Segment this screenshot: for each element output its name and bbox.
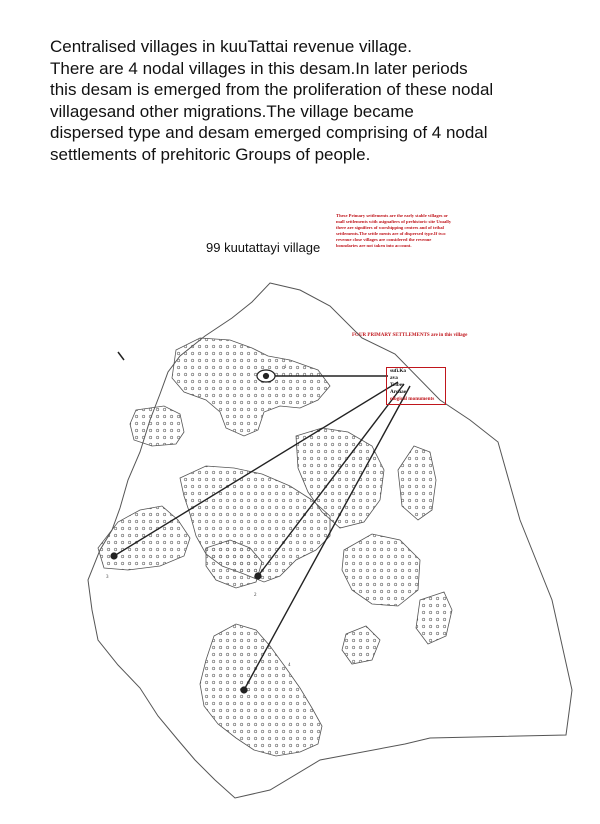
cluster-7 xyxy=(342,534,420,606)
legend xyxy=(390,368,434,403)
settlement-3-marker xyxy=(111,553,117,559)
legend-item: ological monuments xyxy=(390,396,435,402)
cluster-1 xyxy=(172,338,330,436)
description-line: settlements of prehitoric Groups of people. xyxy=(50,144,371,164)
cluster-10 xyxy=(342,626,380,664)
legend-item: Archae xyxy=(390,389,407,395)
note-line: These Primary settlements are the early stable villages or xyxy=(336,213,448,218)
cluster-8 xyxy=(398,446,436,520)
settlement-number-2: 2 xyxy=(254,593,257,598)
cluster-11 xyxy=(200,624,322,756)
boundary-tick xyxy=(118,352,124,360)
note-line: mall settlements with asignafiers of prehistoric site Usually xyxy=(336,219,452,224)
description-line: this desam is emerged from the proliferation of these nodal xyxy=(50,80,494,99)
legend-item: ava xyxy=(390,375,398,381)
note-line: settlements.The settle ments are of dispersed type.If two xyxy=(336,231,446,236)
description-line: Centralised villages in kuuTattai revenue village. xyxy=(50,37,412,56)
note-line: boundaries are not taken into account. xyxy=(336,243,412,248)
note-line: revenue close villages are considered the revenue xyxy=(336,237,432,242)
cluster-9 xyxy=(416,592,452,644)
legend-item: Tribes xyxy=(390,382,405,388)
description-line: villagesand other migrations.The village became xyxy=(50,101,414,121)
legend-item: sufi.Ka xyxy=(390,368,406,374)
settlement-number-3: 3 xyxy=(106,575,109,580)
description-line: There are 4 nodal villages in this desam.In later periods xyxy=(50,58,468,78)
settlement-2-marker xyxy=(255,573,261,579)
settlement-number-4: 4 xyxy=(288,663,291,668)
settlement-4-marker xyxy=(241,687,247,693)
village-label: 99 kuutattayi village xyxy=(206,240,321,255)
settlement-number-1: 1 xyxy=(284,365,287,370)
description-line: dispersed type and desam emerged comprising of 4 nodal xyxy=(50,123,488,142)
cluster-2 xyxy=(130,406,184,446)
primary-settlements-caption: FOUR PRIMARY SETTLEMENTS are in this village xyxy=(352,333,468,338)
note-line: there are signifiers of worshipping centres and of tribal xyxy=(336,225,444,230)
